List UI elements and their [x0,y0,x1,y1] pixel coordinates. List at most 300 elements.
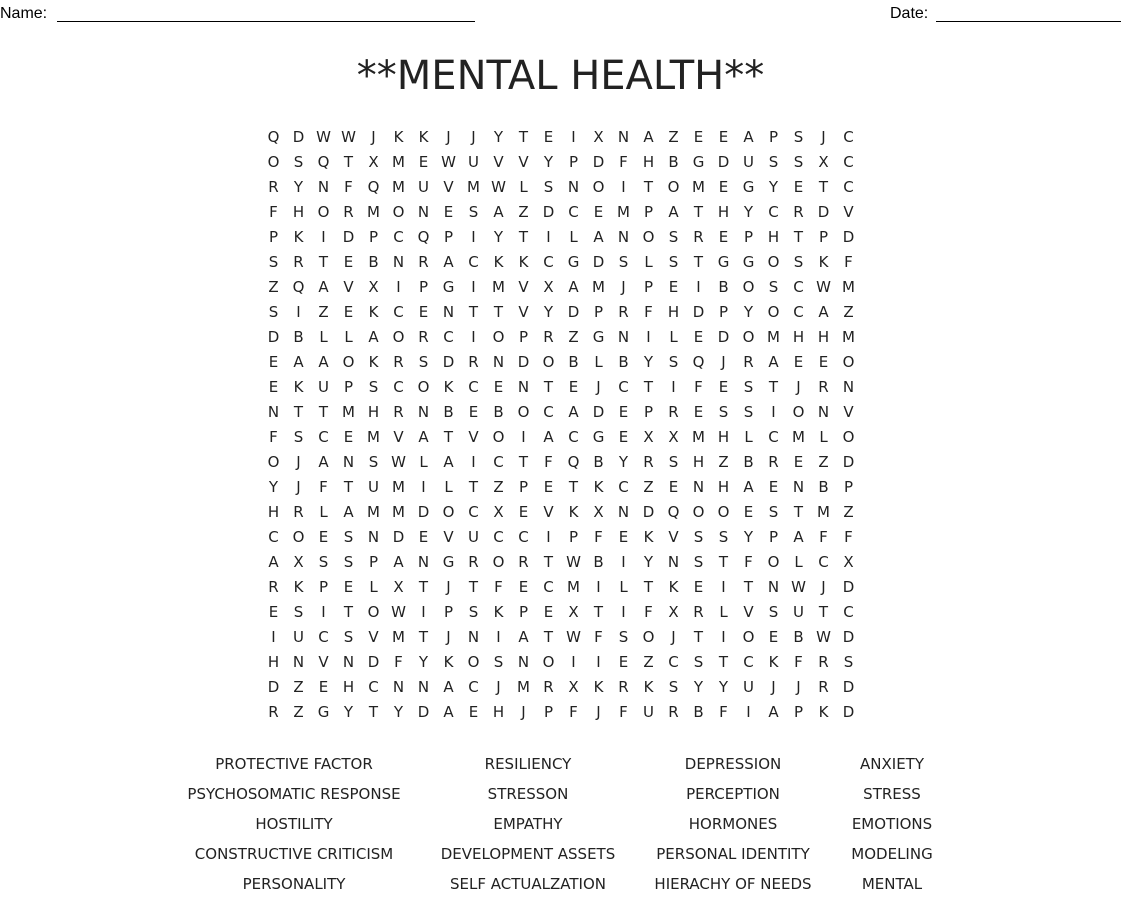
grid-letter: J [446,628,451,646]
grid-letter: C [843,178,854,196]
grid-letter: S [293,428,304,446]
grid-letter: J [471,128,476,146]
grid-letter: H [367,403,380,421]
grid-row [261,625,861,650]
grid-letter: S [293,153,304,171]
grid-letter: B [493,403,504,421]
grid-letter: R [618,678,629,696]
grid-letter: C [843,153,854,171]
grid-letter: R [818,653,829,671]
grid-letter: C [543,578,554,596]
grid-letter: N [817,403,830,421]
grid-letter: O [767,253,780,271]
grid-letter: C [793,303,804,321]
grid-letter: I [471,328,476,346]
grid-row [261,675,861,700]
grid-letter: X [368,153,379,171]
word-bank-item: STRESS [863,785,921,803]
grid-letter: Z [668,128,679,146]
grid-letter: L [744,428,753,446]
grid-letter: O [517,403,530,421]
grid-letter: O [292,528,305,546]
grid-letter: G [592,328,605,346]
grid-letter: R [468,553,479,571]
grid-letter: E [543,603,554,621]
word-bank-item: DEPRESSION [684,755,782,773]
grid-letter: S [693,653,704,671]
grid-letter: Y [618,453,629,471]
grid-letter: R [293,503,304,521]
grid-letter: R [768,453,779,471]
grid-letter: H [267,653,280,671]
grid-letter: R [743,353,754,371]
grid-letter: J [671,628,676,646]
grid-letter: V [543,503,554,521]
grid-letter: H [717,203,730,221]
grid-letter: O [492,328,505,346]
grid-letter: J [821,128,826,146]
grid-letter: E [518,503,529,521]
grid-letter: X [568,678,579,696]
grid-letter: C [493,528,504,546]
grid-letter: G [592,428,605,446]
grid-letter: A [518,628,529,646]
grid-letter: D [592,403,605,421]
grid-letter: T [593,603,604,621]
grid-row [261,125,861,150]
grid-letter: P [343,378,354,396]
grid-letter: F [619,703,628,721]
grid-letter: W [566,628,581,646]
grid-letter: M [467,178,480,196]
grid-letter: I [621,603,626,621]
grid-row [261,400,861,425]
grid-letter: M [692,178,705,196]
grid-letter: G [742,253,755,271]
grid-letter: I [671,378,676,396]
grid-row [261,200,861,225]
grid-letter: S [718,403,729,421]
grid-letter: S [318,553,329,571]
grid-letter: N [342,453,355,471]
grid-letter: O [592,178,605,196]
grid-letter: M [792,428,805,446]
grid-letter: T [468,478,479,496]
grid-letter: H [667,303,680,321]
grid-letter: E [543,478,554,496]
grid-letter: J [496,678,501,696]
grid-letter: F [794,653,803,671]
grid-letter: E [818,353,829,371]
grid-letter: E [668,278,679,296]
grid-letter: E [268,603,279,621]
grid-letter: P [643,403,654,421]
grid-letter: T [693,203,704,221]
grid-letter: S [368,453,379,471]
grid-letter: V [843,403,854,421]
grid-letter: E [318,678,329,696]
grid-letter: N [567,178,580,196]
grid-letter: R [543,678,554,696]
grid-letter: O [742,278,755,296]
grid-letter: J [446,578,451,596]
grid-letter: I [471,278,476,296]
grid-letter: I [746,703,751,721]
grid-letter: M [842,278,855,296]
grid-letter: A [343,503,354,521]
grid-letter: P [768,128,779,146]
grid-letter: P [718,303,729,321]
grid-letter: S [368,378,379,396]
grid-letter: E [343,578,354,596]
grid-letter: N [417,203,430,221]
grid-letter: E [343,253,354,271]
grid-letter: Q [267,128,280,146]
grid-letter: N [492,353,505,371]
grid-letter: B [793,628,804,646]
grid-letter: D [267,678,280,696]
grid-letter: S [768,278,779,296]
grid-letter: K [643,528,654,546]
grid-letter: M [492,278,505,296]
grid-letter: Q [692,353,705,371]
grid-letter: O [417,378,430,396]
grid-letter: Y [543,153,554,171]
grid-letter: I [396,278,401,296]
grid-letter: H [692,453,705,471]
grid-letter: D [692,303,705,321]
grid-letter: E [718,178,729,196]
grid-letter: X [493,503,504,521]
grid-letter: B [593,553,604,571]
name-blank-line [57,21,475,22]
grid-letter: C [768,203,779,221]
grid-letter: I [546,228,551,246]
grid-letter: X [368,278,379,296]
grid-letter: D [442,353,455,371]
grid-letter: O [742,628,755,646]
grid-letter: D [417,703,430,721]
grid-letter: E [418,153,429,171]
grid-letter: X [593,128,604,146]
grid-row [261,600,861,625]
grid-letter: F [844,528,853,546]
grid-letter: X [643,428,654,446]
grid-letter: H [492,703,505,721]
grid-letter: R [618,303,629,321]
grid-letter: P [543,703,554,721]
grid-letter: T [718,553,729,571]
grid-letter: Y [493,128,504,146]
grid-letter: C [468,503,479,521]
grid-letter: D [842,228,855,246]
grid-letter: O [792,403,805,421]
grid-letter: G [692,153,705,171]
grid-letter: R [693,603,704,621]
grid-letter: B [818,478,829,496]
grid-letter: A [443,703,454,721]
grid-letter: J [771,678,776,696]
grid-letter: E [618,653,629,671]
grid-letter: N [617,228,630,246]
grid-letter: C [668,653,679,671]
grid-letter: S [493,653,504,671]
grid-row [261,225,861,250]
grid-letter: D [842,703,855,721]
grid-letter: D [842,453,855,471]
grid-letter: V [843,203,854,221]
grid-letter: Q [667,503,680,521]
grid-letter: T [643,178,654,196]
grid-letter: S [668,353,679,371]
grid-letter: I [621,553,626,571]
grid-letter: E [268,378,279,396]
grid-letter: F [594,528,603,546]
grid-letter: H [717,428,730,446]
grid-letter: E [318,528,329,546]
grid-letter: Z [318,303,329,321]
grid-letter: M [392,628,405,646]
grid-letter: C [393,378,404,396]
word-bank-item: PERSONALITY [242,875,346,893]
grid-letter: M [692,428,705,446]
word-bank-item: SELF ACTUALZATION [450,875,606,893]
grid-letter: D [817,203,830,221]
grid-letter: T [293,403,304,421]
grid-letter: O [442,503,455,521]
grid-letter: W [566,553,581,571]
grid-letter: Z [268,278,279,296]
grid-letter: S [768,503,779,521]
grid-letter: N [617,503,630,521]
grid-letter: W [391,453,406,471]
grid-row [261,325,861,350]
grid-letter: R [543,328,554,346]
grid-letter: Z [643,653,654,671]
grid-letter: E [418,303,429,321]
grid-letter: Y [543,303,554,321]
grid-row [261,550,861,575]
grid-letter: P [768,528,779,546]
grid-letter: A [793,528,804,546]
grid-letter: L [644,253,653,271]
grid-letter: N [367,528,380,546]
grid-letter: B [743,453,754,471]
grid-letter: Z [843,303,854,321]
grid-letter: F [319,478,328,496]
grid-letter: A [293,353,304,371]
grid-letter: M [342,403,355,421]
grid-letter: P [843,478,854,496]
grid-letter: A [668,203,679,221]
grid-letter: Z [718,453,729,471]
grid-letter: L [319,328,328,346]
grid-letter: F [819,528,828,546]
grid-letter: K [818,703,829,721]
grid-letter: O [392,203,405,221]
grid-letter: U [368,478,379,496]
grid-letter: D [842,628,855,646]
page-title: **MENTAL HEALTH** [356,53,765,99]
grid-letter: P [818,228,829,246]
grid-letter: P [518,478,529,496]
grid-letter: N [392,678,405,696]
grid-letter: F [594,628,603,646]
word-bank-item: MODELING [851,845,933,863]
grid-letter: P [743,228,754,246]
grid-letter: D [567,303,580,321]
grid-letter: P [443,603,454,621]
grid-letter: F [394,653,403,671]
grid-letter: S [268,303,279,321]
grid-letter: P [418,278,429,296]
grid-letter: O [267,453,280,471]
grid-letter: K [368,303,379,321]
grid-letter: O [842,428,855,446]
grid-letter: E [493,378,504,396]
grid-letter: P [368,228,379,246]
grid-letter: U [418,178,429,196]
word-bank-item: HOSTILITY [255,815,333,833]
grid-letter: T [493,303,504,321]
grid-letter: E [568,378,579,396]
grid-letter: D [267,328,280,346]
grid-letter: S [668,253,679,271]
grid-letter: Y [393,703,404,721]
grid-letter: E [768,628,779,646]
grid-letter: S [468,603,479,621]
grid-letter: L [444,478,453,496]
grid-letter: K [293,228,304,246]
grid-letter: T [543,378,554,396]
word-bank-item: MENTAL [861,875,923,893]
grid-letter: E [343,428,354,446]
grid-row [261,300,861,325]
grid-letter: E [693,578,704,596]
grid-letter: I [471,228,476,246]
grid-letter: C [468,253,479,271]
grid-letter: X [843,553,854,571]
grid-letter: U [293,628,304,646]
grid-letter: G [442,278,455,296]
grid-letter: M [367,203,380,221]
grid-letter: T [718,653,729,671]
grid-row [261,375,861,400]
grid-letter: A [418,428,429,446]
grid-letter: O [842,353,855,371]
grid-letter: T [743,578,754,596]
grid-letter: V [668,528,679,546]
grid-letter: K [493,603,504,621]
grid-letter: L [344,328,353,346]
grid-letter: X [668,603,679,621]
grid-letter: T [568,478,579,496]
grid-letter: S [743,378,754,396]
word-bank-item: PSYCHOSOMATIC RESPONSE [187,785,401,803]
grid-letter: I [496,628,501,646]
grid-letter: I [521,428,526,446]
grid-letter: D [392,528,405,546]
grid-letter: E [593,203,604,221]
grid-letter: M [517,678,530,696]
grid-letter: C [618,378,629,396]
grid-letter: J [446,128,451,146]
word-bank-item: PROTECTIVE FACTOR [215,755,373,773]
grid-letter: T [318,403,329,421]
grid-letter: R [818,378,829,396]
word-bank-row [0,809,1121,839]
grid-letter: O [392,328,405,346]
grid-letter: S [668,453,679,471]
grid-letter: R [268,178,279,196]
grid-letter: F [344,178,353,196]
grid-letter: E [618,403,629,421]
grid-letter: X [293,553,304,571]
grid-letter: T [418,578,429,596]
grid-letter: E [718,128,729,146]
grid-letter: H [267,503,280,521]
grid-letter: C [493,453,504,471]
grid-letter: O [642,628,655,646]
grid-letter: U [743,153,754,171]
grid-letter: Q [567,453,580,471]
grid-letter: E [468,703,479,721]
word-bank-item: HIERACHY OF NEEDS [654,875,812,893]
grid-letter: E [618,528,629,546]
grid-letter: F [644,603,653,621]
grid-letter: S [343,528,354,546]
word-bank-row [0,749,1121,779]
grid-letter: Z [518,203,529,221]
grid-letter: O [717,503,730,521]
grid-letter: O [642,228,655,246]
grid-letter: Y [643,353,654,371]
grid-letter: R [668,403,679,421]
grid-letter: A [593,228,604,246]
grid-letter: K [818,253,829,271]
grid-letter: U [743,678,754,696]
grid-letter: O [692,503,705,521]
grid-letter: T [793,503,804,521]
grid-letter: J [821,578,826,596]
grid-letter: D [717,328,730,346]
grid-letter: K [418,128,429,146]
grid-letter: T [468,578,479,596]
grid-letter: C [768,428,779,446]
grid-letter: A [368,328,379,346]
grid-letter: T [793,228,804,246]
grid-letter: R [468,353,479,371]
grid-letter: F [269,203,278,221]
grid-letter: Z [818,453,829,471]
grid-row [261,525,861,550]
grid-letter: D [517,353,530,371]
grid-letter: J [296,453,301,471]
grid-letter: R [418,328,429,346]
grid-letter: T [518,453,529,471]
word-bank-item: CONSTRUCTIVE CRITICISM [194,845,394,863]
grid-row [261,425,861,450]
grid-letter: M [367,428,380,446]
grid-letter: T [693,253,704,271]
grid-letter: S [743,403,754,421]
grid-letter: L [669,328,678,346]
grid-letter: M [592,278,605,296]
grid-letter: C [568,203,579,221]
grid-letter: H [792,328,805,346]
grid-letter: W [491,178,506,196]
grid-letter: H [717,478,730,496]
